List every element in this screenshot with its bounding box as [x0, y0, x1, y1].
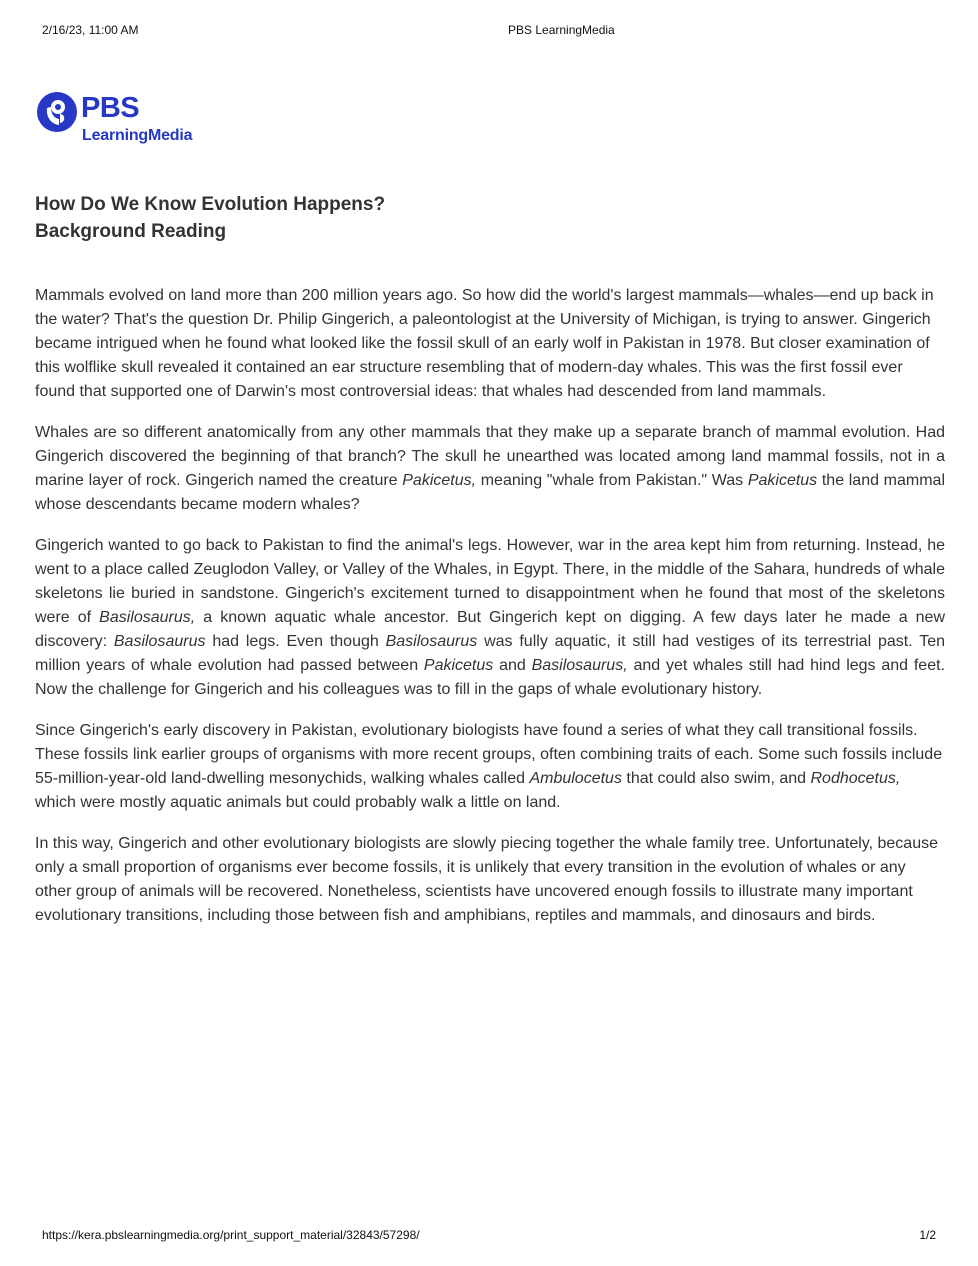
- species-name: Basilosaurus: [385, 633, 478, 650]
- article-paragraph: [35, 421, 945, 517]
- paragraph-text: a known aquatic whale ancestor. But Gingerich kept on digging. A few days later he made a new discovery:: [35, 609, 945, 650]
- article-title: [35, 191, 735, 245]
- print-footer: [42, 1228, 936, 1244]
- paragraph-text: Gingerich wanted to go back to Pakistan to find the animal's legs. However, war in the area kept him from returning. Instead, he went to a place called Zeuglodon Valley, or Valley of the Whales, in Egypt. There, in the middle of the Sahara, hundreds of whale skeletons lie buried in sandstone. Gingerich's excitement turned to disappointment when he found that most of the skeletons were of: [35, 537, 945, 626]
- logo-product-text: LearningMedia: [82, 127, 193, 144]
- article-paragraph: [35, 284, 945, 404]
- paragraph-text: was fully aquatic, it still had vestiges of its terrestrial past. Ten million years of whale evolution had passed between: [35, 633, 946, 674]
- logo-brand-text: PBS: [81, 92, 140, 124]
- paragraph-text: meaning "whale from Pakistan." Was: [476, 472, 748, 489]
- paragraph-text: In this way, Gingerich and other evolutionary biologists are slowly piecing together the whale family tree. Unfortunately, because only a small proportion of organisms ever become fossils, it is unlikely that every transition in the evolution of whales or any other group of animals will be recovered. Nonetheless, scientists have uncovered enough fossils to illustrate many important evolutionary transitions, including those between fish and amphibians, reptiles and mammals, and dinosaurs and birds.: [35, 835, 938, 924]
- print-date: 2/16/23, 11:00 AM: [42, 23, 139, 37]
- paragraph-text: had legs. Even though: [205, 633, 386, 650]
- paragraph-text: and yet whales still had hind legs and feet. Now the challenge for Gingerich and his colleagues was to fill in the gaps of whale evolutionary history.: [35, 657, 945, 698]
- print-site-title: PBS LearningMedia: [508, 23, 615, 37]
- species-name: Pakicetus,: [402, 472, 477, 489]
- species-name: Pakicetus: [423, 657, 494, 674]
- species-name: Basilosaurus,: [531, 657, 628, 674]
- pbs-head-icon: [37, 92, 77, 132]
- paragraph-text: the land mammal whose descendants became modern whales?: [35, 472, 946, 513]
- species-name: Basilosaurus: [113, 633, 206, 650]
- species-name: Ambulocetus: [529, 770, 622, 787]
- paragraph-text: Whales are so different anatomically from any other mammals that they make up a separate branch of mammal evolution. Had Gingerich discovered the beginning of that branch? The skull he unearthed was located among land mammal fossils, not in a marine layer of rock. Gingerich named the creature: [35, 424, 945, 489]
- print-url: https://kera.pbslearningmedia.org/print_support_material/32843/57298/: [42, 1228, 420, 1242]
- paragraph-text: that could also swim, and: [621, 770, 811, 787]
- paragraph-text: Mammals evolved on land more than 200 million years ago. So how did the world's largest mammals—whales—end up back in the water? That's the question Dr. Philip Gingerich, a paleontologist at the University of Michigan, is trying to answer. Gingerich became intrigued when he found what looked like the fossil skull of an early wolf in Pakistan in 1978. But closer examination of this wolflike skull revealed it contained an ear structure resembling that of modern-day whales. This was the first fossil ever found that supported one of Darwin's most controversial ideas: that whales had descended from land mammals.: [35, 287, 934, 400]
- species-name: Basilosaurus,: [99, 609, 196, 626]
- paragraph-text: Since Gingerich's early discovery in Pakistan, evolutionary biologists have found a series of what they call transitional fossils. These fossils link earlier groups of organisms with more recent groups, often combining traits of each. Some such fossils include 55-million-year-old land-dwelling mesonychids, walking whales called: [35, 722, 943, 787]
- title-main: How Do We Know Evolution Happens?: [35, 194, 386, 215]
- pbs-learningmedia-logo[interactable]: [37, 92, 207, 148]
- title-subtitle: Background Reading: [35, 221, 227, 242]
- species-name: Rodhocetus,: [810, 770, 901, 787]
- paragraph-text: and: [493, 657, 532, 674]
- species-name: Pakicetus: [747, 472, 818, 489]
- page-number: 1/2: [919, 1228, 936, 1242]
- article-paragraph: [35, 534, 945, 702]
- article-body: [35, 284, 945, 945]
- paragraph-text: which were mostly aquatic animals but could probably walk a little on land.: [35, 794, 561, 811]
- article-paragraph: [35, 832, 945, 928]
- print-header: [42, 23, 936, 39]
- article-paragraph: [35, 719, 945, 815]
